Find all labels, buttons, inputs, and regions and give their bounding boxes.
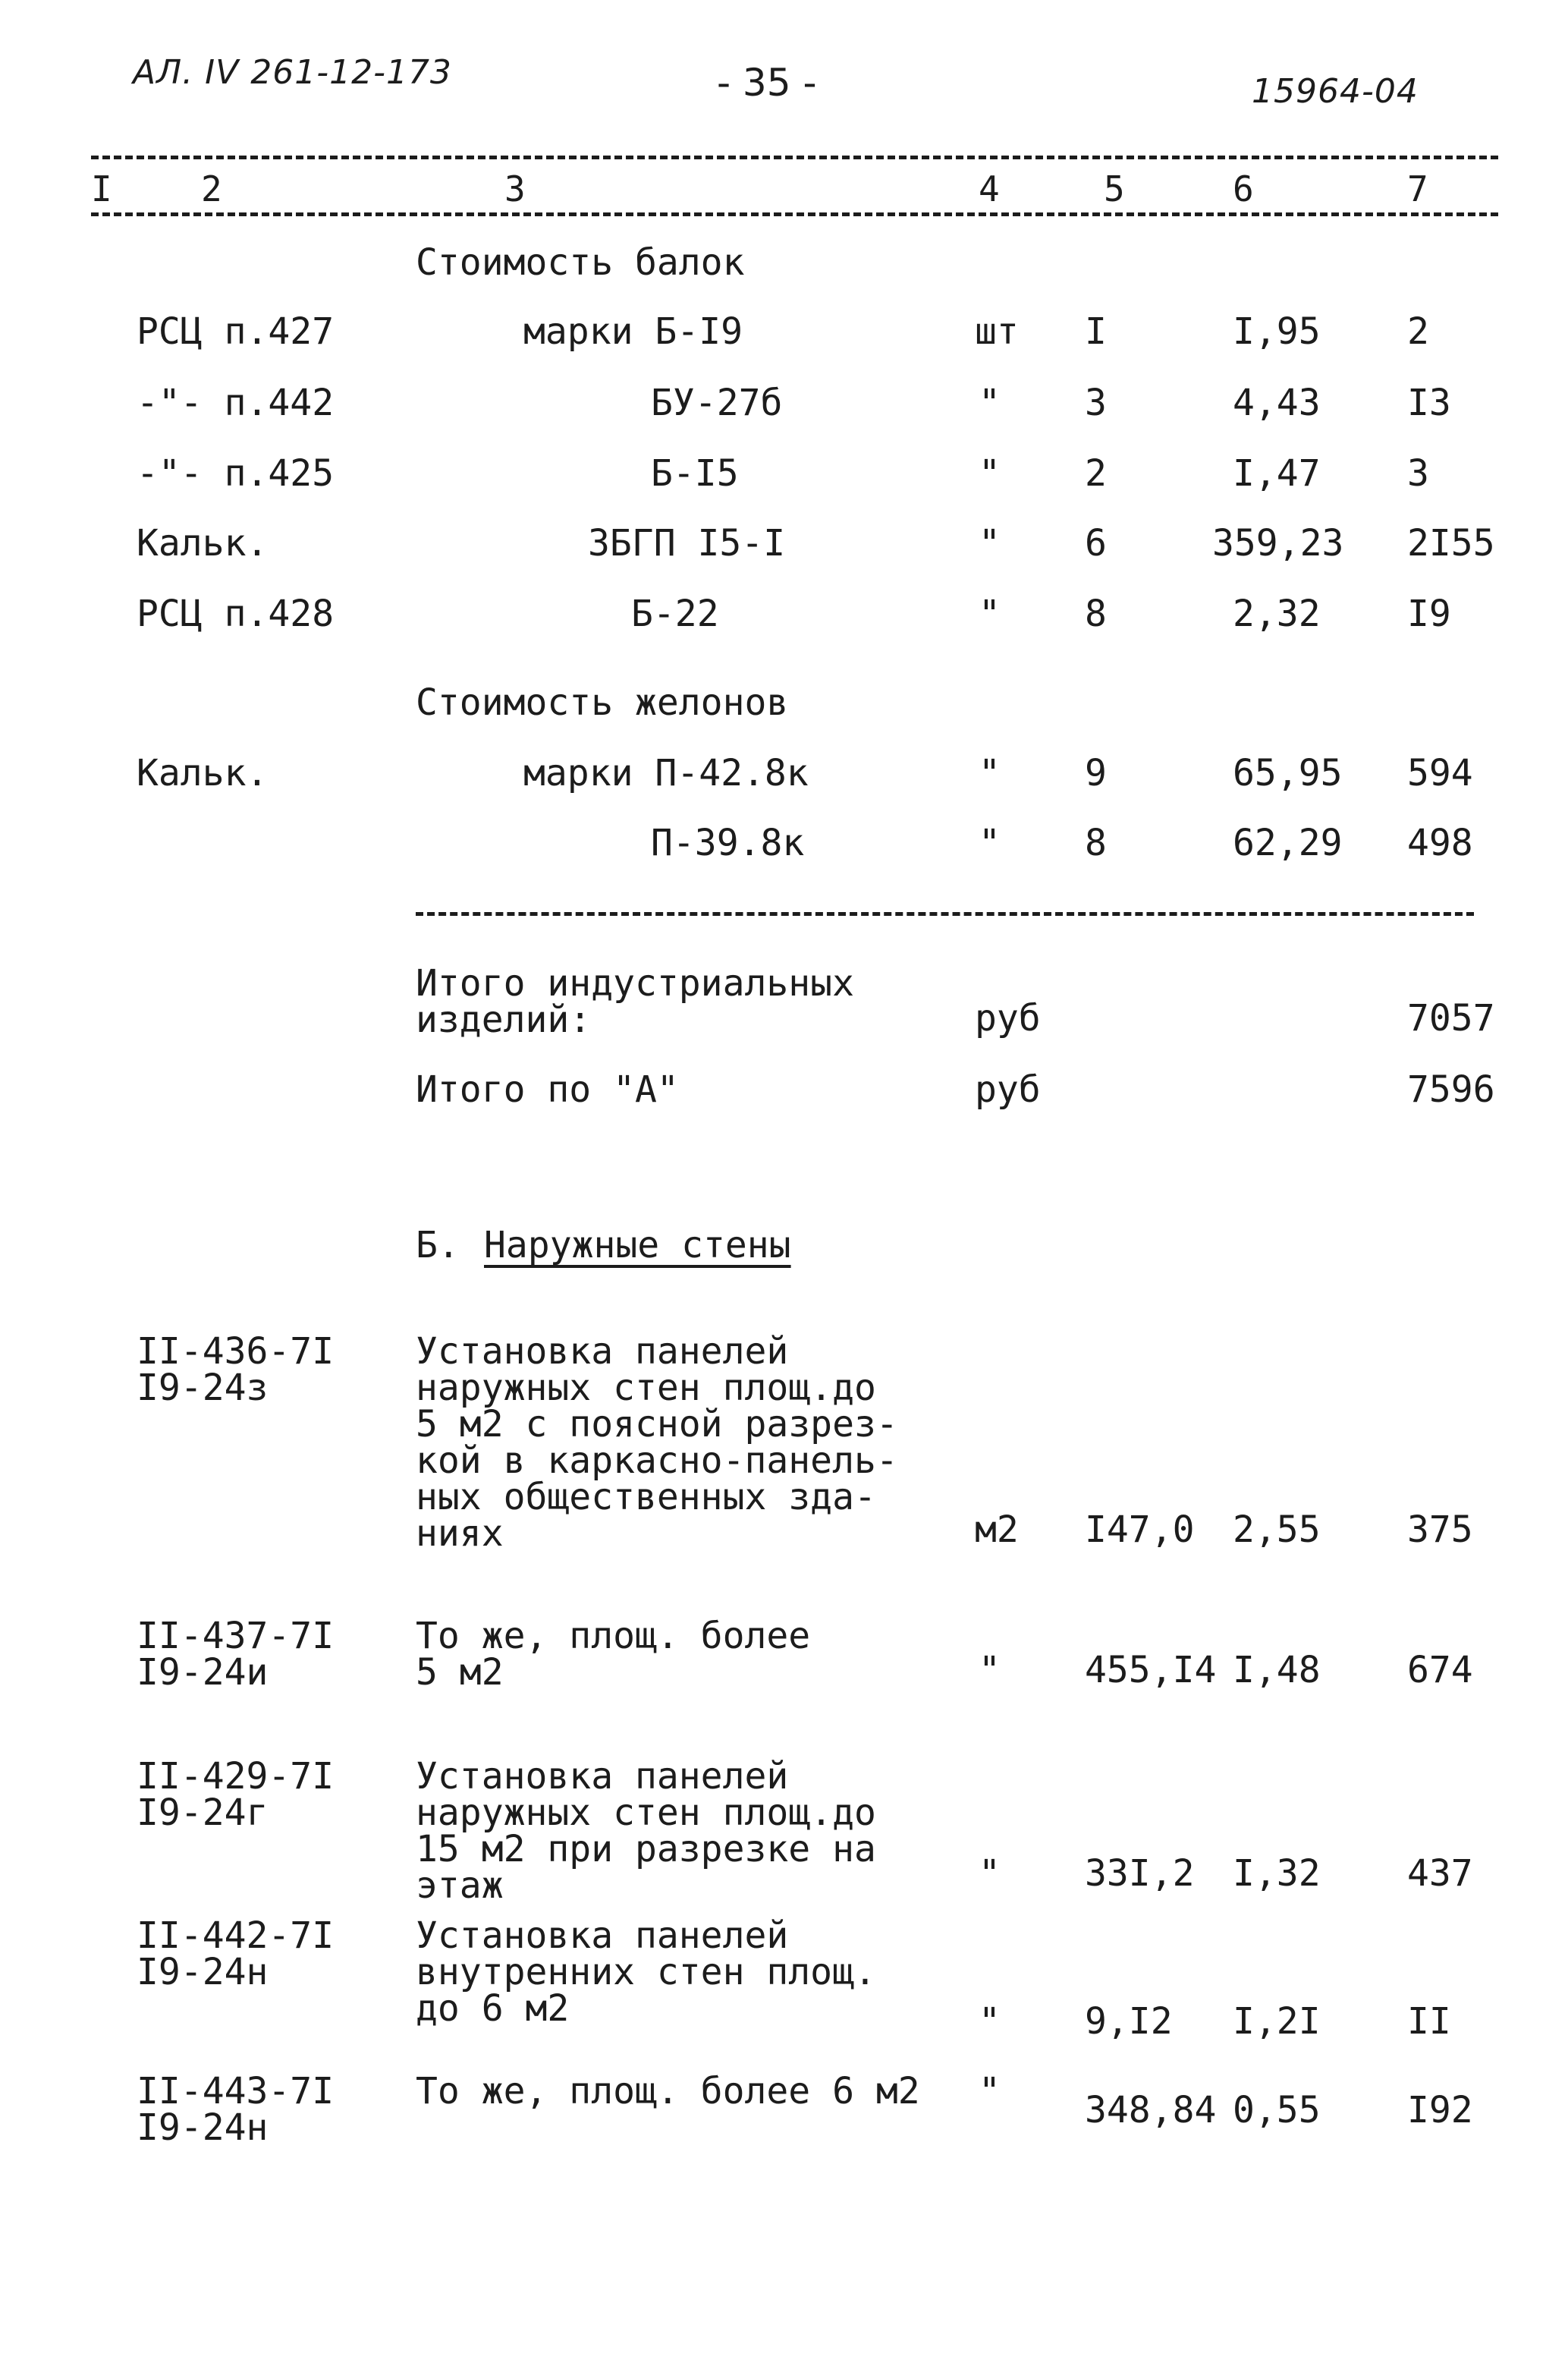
table-row-unit: " bbox=[979, 593, 1001, 635]
table-row-total: 437 bbox=[1407, 1852, 1473, 1895]
table-row-qty: 348,84 bbox=[1085, 2089, 1217, 2131]
table-row-total: 375 bbox=[1407, 1508, 1473, 1551]
table-row-qty: I bbox=[1085, 310, 1107, 353]
total-industrial-value: 7057 bbox=[1407, 997, 1495, 1040]
column-number-2: 2 bbox=[201, 168, 222, 209]
section-title-beams: Стоимость балок bbox=[416, 241, 745, 284]
table-row-price: I,95 bbox=[1233, 310, 1321, 353]
table-row-price: I,47 bbox=[1233, 452, 1321, 495]
table-row-total: I92 bbox=[1407, 2089, 1473, 2131]
table-row-ref: II-436-7I I9-24з bbox=[137, 1330, 335, 1409]
total-a-label: Итого по "А" bbox=[416, 1068, 679, 1111]
total-industrial-unit: руб bbox=[975, 997, 1041, 1040]
table-row-qty: I47,0 bbox=[1085, 1508, 1195, 1551]
document-number: 15964-04 bbox=[1252, 72, 1419, 111]
table-row-total: 2 bbox=[1407, 310, 1429, 353]
section-b-title: Наружные стены bbox=[484, 1224, 791, 1266]
total-a-unit: руб bbox=[975, 1068, 1041, 1111]
document-code: АЛ. IV 261-12-173 bbox=[133, 53, 452, 92]
table-row-total: 674 bbox=[1407, 1649, 1473, 1691]
header-top-rule bbox=[91, 156, 1498, 159]
total-a-value: 7596 bbox=[1407, 1068, 1495, 1111]
column-number-5: 5 bbox=[1104, 168, 1125, 209]
section-b-letter: Б. bbox=[416, 1224, 460, 1266]
table-row-price: 359,23 bbox=[1212, 522, 1344, 565]
table-row-unit: м2 bbox=[975, 1508, 1019, 1551]
table-row-unit: " bbox=[979, 1649, 1001, 1691]
table-row-qty: 33I,2 bbox=[1085, 1852, 1195, 1895]
column-number-4: 4 bbox=[979, 168, 1000, 209]
table-row-qty: 8 bbox=[1085, 593, 1107, 635]
table-row-qty: 6 bbox=[1085, 522, 1107, 565]
table-row-qty: 2 bbox=[1085, 452, 1107, 495]
table-row-qty: 9 bbox=[1085, 752, 1107, 794]
table-row-total: 594 bbox=[1407, 752, 1473, 794]
table-row-price: I,2I bbox=[1233, 2000, 1321, 2043]
table-row-ref: РСЦ п.427 bbox=[137, 310, 335, 353]
table-row-price: 2,32 bbox=[1233, 593, 1321, 635]
table-row-ref: II-443-7I I9-24н bbox=[137, 2070, 335, 2149]
section-title-pylons: Стоимость желонов bbox=[416, 681, 789, 724]
table-row-name: П-39.8к bbox=[651, 822, 805, 864]
table-row-total: 498 bbox=[1407, 822, 1473, 864]
table-row-price: 4,43 bbox=[1233, 382, 1321, 424]
table-row-name: Б-I5 bbox=[651, 452, 739, 495]
total-industrial-label: Итого индустриальных изделий: bbox=[416, 962, 854, 1041]
table-row-qty: 3 bbox=[1085, 382, 1107, 424]
column-number-6: 6 bbox=[1233, 168, 1254, 209]
table-row-price: 2,55 bbox=[1233, 1508, 1321, 1551]
table-row-price: I,32 bbox=[1233, 1852, 1321, 1895]
table-row-name: БУ-27б bbox=[651, 382, 783, 424]
table-row-desc: Установка панелей наружных стен площ.до 15 м2 при разрезке на этаж bbox=[416, 1755, 876, 1907]
table-row-ref: II-437-7I I9-24и bbox=[137, 1615, 335, 1694]
table-row-unit: " bbox=[979, 522, 1001, 565]
table-row-total: II bbox=[1407, 2000, 1451, 2043]
table-row-total: I9 bbox=[1407, 593, 1451, 635]
table-row-desc: Установка панелей внутренних стен площ. до 6 м2 bbox=[416, 1914, 876, 2030]
table-row-name: ЗБГП I5-I bbox=[588, 522, 786, 565]
column-number-7: 7 bbox=[1407, 168, 1428, 209]
table-row-ref: РСЦ п.428 bbox=[137, 593, 335, 635]
table-row-unit: " bbox=[979, 2070, 1001, 2112]
table-row-ref: II-429-7I I9-24г bbox=[137, 1755, 335, 1834]
table-row-unit: " bbox=[979, 452, 1001, 495]
table-row-unit: " bbox=[979, 382, 1001, 424]
table-row-total: I3 bbox=[1407, 382, 1451, 424]
table-row-desc: То же, площ. более 5 м2 bbox=[416, 1615, 811, 1694]
page-number: - 35 - bbox=[717, 61, 817, 105]
table-row-unit: " bbox=[979, 752, 1001, 794]
table-row-price: 65,95 bbox=[1233, 752, 1343, 794]
table-row-ref: -"- п.425 bbox=[137, 452, 335, 495]
table-row-unit: " bbox=[979, 2000, 1001, 2043]
table-row-ref: II-442-7I I9-24н bbox=[137, 1914, 335, 1993]
table-row-desc: То же, площ. более 6 м2 bbox=[416, 2070, 920, 2112]
header-bottom-rule bbox=[91, 212, 1498, 216]
table-row-unit: " bbox=[979, 822, 1001, 864]
table-row-ref: Кальк. bbox=[137, 752, 269, 794]
table-row-unit: шт bbox=[975, 310, 1019, 353]
table-row-qty: 455,I4 bbox=[1085, 1649, 1217, 1691]
table-row-ref: -"- п.442 bbox=[137, 382, 335, 424]
table-row-total: 2I55 bbox=[1407, 522, 1495, 565]
table-row-qty: 8 bbox=[1085, 822, 1107, 864]
subtotal-rule bbox=[416, 912, 1474, 916]
table-row-desc: Установка панелей наружных стен площ.до 5 м2 с поясной разрез- кой в каркасно-панель- ных общественных зда- ниях bbox=[416, 1330, 898, 1555]
table-row-name: Б-22 bbox=[631, 593, 719, 635]
table-row-price: I,48 bbox=[1233, 1649, 1321, 1691]
column-number-1: I bbox=[91, 168, 112, 209]
table-row-unit: " bbox=[979, 1852, 1001, 1895]
table-row-ref: Кальк. bbox=[137, 522, 269, 565]
table-row-total: 3 bbox=[1407, 452, 1429, 495]
table-row-name: марки П-42.8к bbox=[523, 752, 809, 794]
table-row-price: 0,55 bbox=[1233, 2089, 1321, 2131]
table-row-price: 62,29 bbox=[1233, 822, 1343, 864]
table-row-name: марки Б-I9 bbox=[523, 310, 743, 353]
table-row-qty: 9,I2 bbox=[1085, 2000, 1173, 2043]
column-number-3: 3 bbox=[504, 168, 526, 209]
